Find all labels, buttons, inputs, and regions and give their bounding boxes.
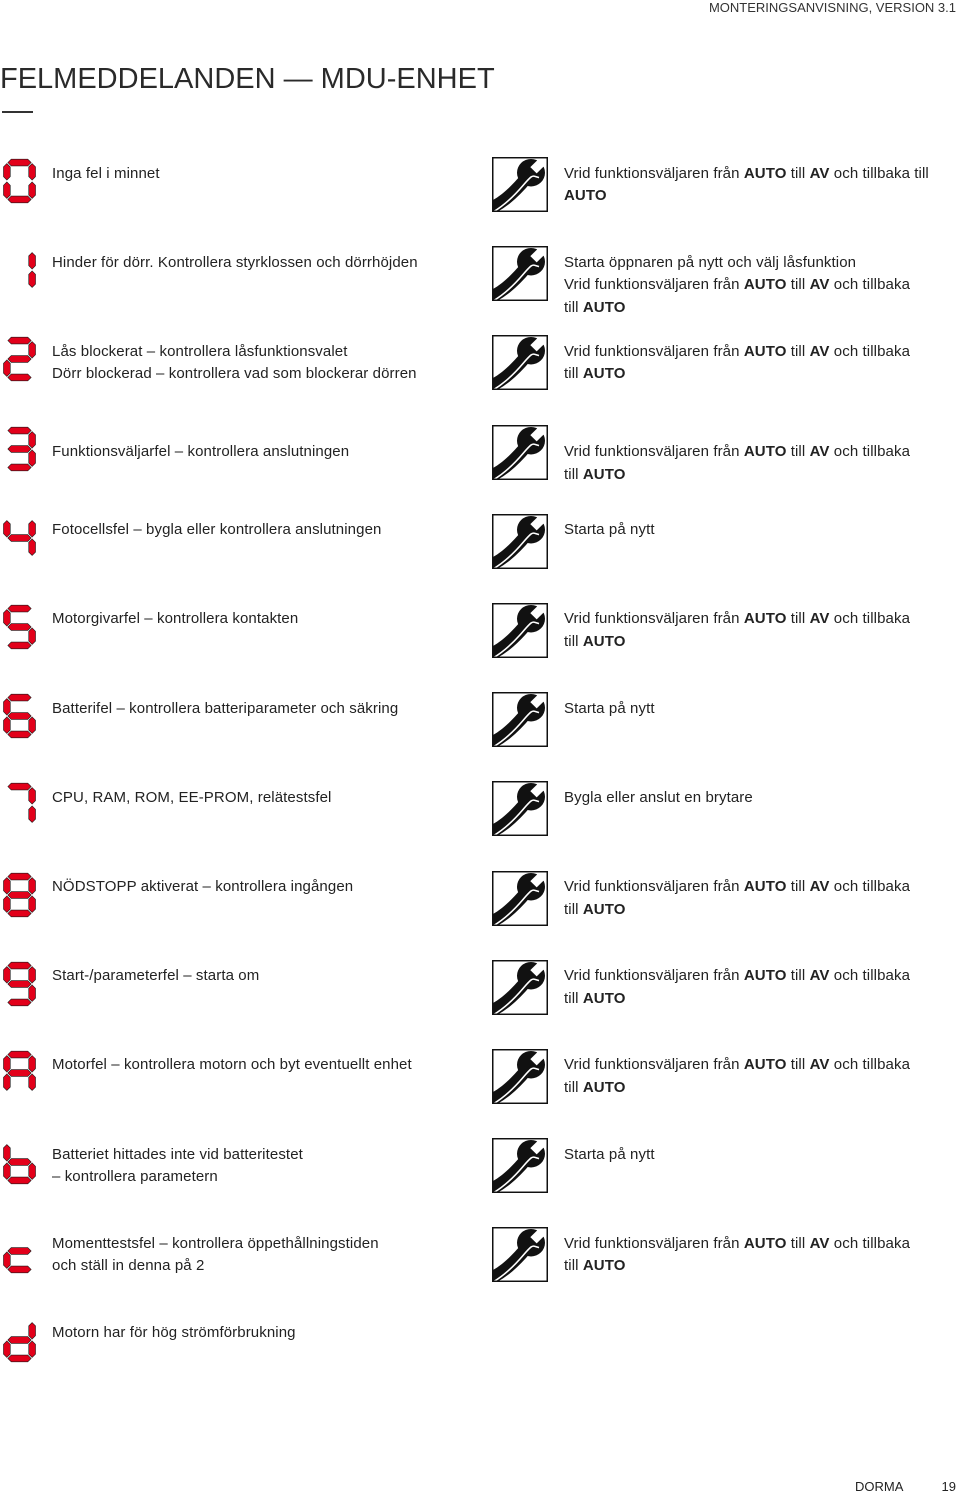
display-segment-c: [29, 1074, 36, 1091]
display-segment-f: [3, 609, 10, 626]
description-line: och ställ in denna på 2: [52, 1257, 205, 1275]
remedy-line: [564, 341, 910, 364]
remedy-text-run: till: [786, 342, 810, 360]
remedy-text: [564, 163, 929, 208]
remedy-keyword: AUTO: [582, 1257, 626, 1275]
display-segment-b: [29, 788, 36, 805]
remedy-text-run: till: [786, 164, 810, 182]
error-row: [0, 693, 960, 782]
remedy-keyword: AV: [809, 443, 830, 461]
error-row: [0, 514, 960, 603]
remedy-line: [564, 1233, 910, 1256]
display-segment-b: [29, 164, 36, 181]
wrench-icon: [492, 246, 548, 301]
error-row: [0, 603, 960, 692]
remedy-text-run: till: [786, 1234, 810, 1252]
display-segment-g: [8, 356, 31, 363]
wrench-icon: [492, 1227, 548, 1282]
remedy-keyword: AUTO: [582, 989, 626, 1007]
remedy-keyword: AV: [809, 342, 830, 360]
remedy-text-run: Starta öppnaren på nytt och välj låsfunktion: [564, 253, 857, 271]
error-row: [0, 336, 960, 425]
display-segment-a: [8, 783, 31, 790]
display-segment-c: [29, 450, 36, 467]
display-segment-g: [8, 1159, 31, 1166]
remedy-line: [564, 163, 929, 186]
remedy-text-run: Starta på nytt: [564, 1145, 655, 1163]
document-version-header: MONTERINGSANVISNING, VERSION 3.1: [708, 0, 956, 15]
wrench-icon: [492, 692, 548, 747]
error-code-display: [3, 336, 36, 382]
remedy-text: [564, 519, 655, 542]
remedy-keyword: AUTO: [743, 1056, 787, 1074]
wrench-icon: [492, 603, 548, 658]
display-segment-a: [8, 694, 31, 701]
footer-brand: DORMA: [855, 1479, 904, 1494]
remedy-text-run: till: [564, 632, 583, 650]
error-code-display: [3, 961, 36, 1007]
remedy-keyword: AUTO: [743, 1234, 787, 1252]
remedy-text-run: till: [564, 989, 583, 1007]
error-row: [0, 1317, 960, 1406]
remedy-line: [564, 297, 910, 320]
remedy-text-run: och tillbaka till: [829, 164, 929, 182]
wrench-icon: [492, 514, 548, 569]
remedy-line: [564, 1054, 910, 1077]
error-row: [0, 782, 960, 871]
error-code-display: [3, 515, 36, 561]
display-segment-a: [8, 605, 31, 612]
remedy-text-run: Starta på nytt: [564, 699, 655, 717]
display-segment-f: [3, 1145, 10, 1162]
error-description: [52, 1233, 379, 1278]
remedy-keyword: AUTO: [564, 187, 607, 204]
display-segment-b: [29, 253, 36, 270]
description-line: – kontrollera parametern: [52, 1168, 218, 1186]
description-line: Lås blockerat – kontrollera låsfunktionsvalet: [52, 342, 348, 360]
display-segment-d: [8, 1177, 31, 1184]
remedy-line: [564, 631, 910, 654]
display-segment-e: [3, 1074, 10, 1091]
display-segment-g: [8, 1337, 31, 1344]
remedy-text-run: till: [564, 298, 583, 316]
remedy-text-run: till: [564, 365, 583, 383]
remedy-line: [564, 274, 910, 297]
display-segment-d: [8, 1266, 31, 1273]
remedy-text: [564, 1054, 910, 1099]
error-code-display: [3, 247, 36, 293]
remedy-text-run: till: [786, 878, 810, 895]
description-line: Momenttestsfel – kontrollera öppethållningstiden: [52, 1234, 379, 1252]
error-row: [0, 425, 960, 514]
remedy-line: [564, 519, 655, 542]
wrench-icon: [492, 781, 548, 836]
wrench-icon: [492, 157, 548, 212]
display-segment-f: [3, 966, 10, 983]
display-segment-g: [8, 1069, 31, 1076]
display-segment-d: [8, 1355, 31, 1362]
title-underline: [2, 111, 33, 113]
display-segment-c: [29, 1163, 36, 1180]
remedy-text: [564, 787, 753, 810]
display-segment-a: [8, 427, 31, 434]
remedy-line: [564, 252, 910, 275]
remedy-text-run: Vrid funktionsväljaren från: [564, 276, 744, 294]
remedy-text: [564, 876, 910, 921]
remedy-text: [564, 1233, 910, 1278]
display-segment-d: [8, 196, 31, 203]
remedy-text-run: och tillbaka: [829, 342, 911, 360]
remedy-keyword: AUTO: [743, 610, 787, 628]
remedy-keyword: AUTO: [582, 365, 626, 383]
remedy-line: [564, 988, 910, 1011]
display-segment-b: [29, 520, 36, 537]
remedy-line: [564, 441, 910, 464]
display-segment-c: [29, 628, 36, 645]
remedy-keyword: AUTO: [582, 465, 626, 483]
remedy-keyword: AV: [809, 878, 830, 895]
error-description: [52, 1322, 296, 1345]
display-segment-b: [29, 431, 36, 448]
remedy-text-run: till: [786, 967, 810, 985]
remedy-text: [564, 965, 910, 1010]
remedy-line: [564, 1077, 910, 1100]
remedy-keyword: AV: [809, 276, 830, 294]
display-segment-g: [8, 1248, 31, 1255]
error-description: [52, 1054, 412, 1077]
remedy-text-run: och tillbaka: [829, 443, 911, 461]
remedy-text-run: och tillbaka: [829, 1234, 911, 1252]
remedy-text-run: Vrid funktionsväljaren från: [564, 164, 744, 182]
remedy-text-run: och tillbaka: [829, 878, 911, 895]
error-description: [52, 252, 418, 275]
display-segment-g: [8, 624, 31, 631]
description-line: Motorn har för hög strömförbrukning: [52, 1323, 296, 1341]
remedy-line: [564, 185, 929, 208]
display-segment-d: [8, 731, 31, 738]
display-segment-c: [29, 271, 36, 288]
remedy-line: [564, 363, 910, 386]
remedy-text-run: och tillbaka: [829, 610, 911, 628]
remedy-text-run: Vrid funktionsväljaren från: [564, 443, 744, 461]
display-segment-d: [8, 464, 31, 471]
error-description: [52, 1144, 303, 1189]
display-segment-c: [29, 895, 36, 912]
error-description: [52, 698, 398, 721]
description-line: Funktionsväljarfel – kontrollera anslutningen: [52, 443, 350, 461]
remedy-text-run: Starta på nytt: [564, 521, 655, 539]
description-line: Motorgivarfel – kontrollera kontakten: [52, 610, 299, 628]
display-segment-c: [29, 806, 36, 823]
error-code-display: [3, 693, 36, 739]
display-segment-c: [29, 985, 36, 1002]
remedy-line: [564, 698, 655, 721]
display-segment-f: [3, 1055, 10, 1072]
display-segment-a: [8, 1051, 31, 1058]
display-segment-f: [3, 877, 10, 894]
remedy-text-run: och tillbaka: [829, 276, 911, 294]
display-segment-d: [8, 642, 31, 649]
remedy-text: [564, 608, 910, 653]
display-segment-g: [8, 980, 31, 987]
description-line: Inga fel i minnet: [52, 164, 160, 182]
remedy-keyword: AUTO: [743, 164, 787, 182]
remedy-text-run: Vrid funktionsväljaren från: [564, 967, 744, 985]
display-segment-b: [29, 966, 36, 983]
display-segment-b: [29, 342, 36, 359]
page-title: FELMEDDELANDEN — MDU-ENHET: [0, 63, 495, 95]
display-segment-f: [3, 699, 10, 716]
display-segment-e: [3, 895, 10, 912]
remedy-line: [564, 787, 753, 810]
remedy-text-run: Vrid funktionsväljaren från: [564, 610, 744, 628]
remedy-keyword: AUTO: [582, 298, 626, 316]
description-line: Fotocellsfel – bygla eller kontrollera anslutningen: [52, 521, 382, 539]
display-segment-g: [8, 713, 31, 720]
description-line: Hinder för dörr. Kontrollera styrklossen och dörrhöjden: [52, 253, 418, 271]
display-segment-b: [29, 877, 36, 894]
remedy-text-run: Bygla eller anslut en brytare: [564, 788, 753, 806]
error-description: [52, 876, 353, 899]
wrench-icon: [492, 335, 548, 390]
display-segment-g: [8, 445, 31, 452]
error-code-list: [0, 158, 960, 1407]
remedy-text: [564, 1144, 655, 1167]
remedy-keyword: AUTO: [582, 900, 626, 918]
remedy-text: [564, 252, 910, 320]
error-row: [0, 1049, 960, 1138]
wrench-icon: [492, 871, 548, 926]
description-line: NÖDSTOPP aktiverat – kontrollera ingången: [52, 878, 354, 895]
remedy-text-run: till: [564, 465, 583, 483]
error-description: [52, 787, 331, 810]
error-row: [0, 1228, 960, 1317]
description-line: CPU, RAM, ROM, EE-PROM, relätestsfel: [52, 788, 332, 806]
display-segment-a: [8, 338, 31, 345]
remedy-text-run: och tillbaka: [829, 1056, 911, 1074]
remedy-text-run: Vrid funktionsväljaren från: [564, 1056, 744, 1074]
display-segment-d: [8, 910, 31, 917]
remedy-keyword: AV: [809, 610, 830, 628]
remedy-text-run: till: [786, 1056, 810, 1074]
error-description: [52, 519, 381, 542]
remedy-line: [564, 608, 910, 631]
display-segment-g: [8, 534, 31, 541]
remedy-line: [564, 899, 910, 922]
display-segment-b: [29, 1323, 36, 1340]
remedy-keyword: AV: [809, 967, 830, 985]
description-line: Batterifel – kontrollera batteriparameter och säkring: [52, 699, 399, 717]
error-code-display: [3, 1050, 36, 1096]
display-segment-f: [3, 520, 10, 537]
error-row: [0, 247, 960, 336]
remedy-keyword: AUTO: [743, 878, 787, 895]
error-row: [0, 960, 960, 1049]
display-segment-e: [3, 1163, 10, 1180]
display-segment-b: [29, 1055, 36, 1072]
error-description: [52, 441, 349, 464]
remedy-text-run: Vrid funktionsväljaren från: [564, 878, 744, 895]
remedy-keyword: AV: [809, 164, 830, 182]
display-segment-f: [3, 164, 10, 181]
remedy-line: [564, 965, 910, 988]
wrench-icon: [492, 960, 548, 1015]
remedy-text-run: till: [564, 1257, 583, 1275]
display-segment-d: [8, 374, 31, 381]
error-code-display: [3, 872, 36, 918]
error-description: [52, 608, 298, 631]
remedy-text: [564, 341, 910, 386]
error-code-display: [3, 1317, 36, 1363]
error-code-display: [3, 158, 36, 204]
error-description: [52, 341, 417, 386]
error-description: [52, 163, 160, 186]
wrench-icon: [492, 1049, 548, 1104]
display-segment-e: [3, 182, 10, 199]
display-segment-a: [8, 159, 31, 166]
page-number: 19: [941, 1479, 956, 1494]
description-line: Batteriet hittades inte vid batteritestet: [52, 1145, 303, 1163]
remedy-keyword: AUTO: [743, 967, 787, 985]
wrench-icon: [492, 425, 548, 480]
display-segment-a: [8, 873, 31, 880]
error-code-display: [3, 1139, 36, 1185]
remedy-line: [564, 464, 910, 487]
display-segment-c: [29, 182, 36, 199]
remedy-keyword: AV: [809, 1056, 830, 1074]
display-segment-c: [29, 539, 36, 556]
remedy-line: [564, 1255, 910, 1278]
error-row: [0, 1139, 960, 1228]
remedy-text-run: till: [786, 276, 810, 294]
remedy-text-run: Vrid funktionsväljaren från: [564, 1234, 744, 1252]
display-segment-c: [29, 717, 36, 734]
error-row: [0, 158, 960, 247]
wrench-icon: [492, 1138, 548, 1193]
display-segment-e: [3, 1341, 10, 1358]
error-code-display: [3, 1228, 36, 1274]
display-segment-c: [29, 1341, 36, 1358]
remedy-keyword: AUTO: [743, 443, 787, 461]
description-line: Dörr blockerad – kontrollera vad som blockerar dörren: [52, 365, 417, 383]
remedy-text-run: till: [786, 443, 810, 461]
description-line: Start-/parameterfel – starta om: [52, 967, 260, 985]
display-segment-e: [3, 717, 10, 734]
remedy-line: [564, 876, 910, 899]
display-segment-a: [8, 962, 31, 969]
remedy-line: [564, 1144, 655, 1167]
error-code-display: [3, 426, 36, 472]
remedy-keyword: AV: [809, 1234, 830, 1252]
remedy-text: [564, 698, 655, 721]
display-segment-d: [8, 999, 31, 1006]
remedy-text-run: till: [786, 610, 810, 628]
error-code-display: [3, 604, 36, 650]
remedy-keyword: AUTO: [582, 1078, 626, 1096]
display-segment-e: [3, 360, 10, 377]
remedy-text-run: till: [564, 900, 583, 918]
remedy-keyword: AUTO: [743, 276, 787, 294]
display-segment-e: [3, 1252, 10, 1269]
display-segment-g: [8, 891, 31, 898]
remedy-text: [564, 441, 910, 486]
description-line: Motorfel – kontrollera motorn och byt eventuellt enhet: [52, 1056, 412, 1074]
remedy-keyword: AUTO: [743, 342, 787, 360]
remedy-text-run: till: [564, 1078, 583, 1096]
error-code-display: [3, 782, 36, 828]
error-row: [0, 871, 960, 960]
remedy-text-run: och tillbaka: [829, 967, 911, 985]
remedy-keyword: AUTO: [582, 632, 626, 650]
error-description: [52, 965, 259, 988]
remedy-text-run: Vrid funktionsväljaren från: [564, 342, 744, 360]
